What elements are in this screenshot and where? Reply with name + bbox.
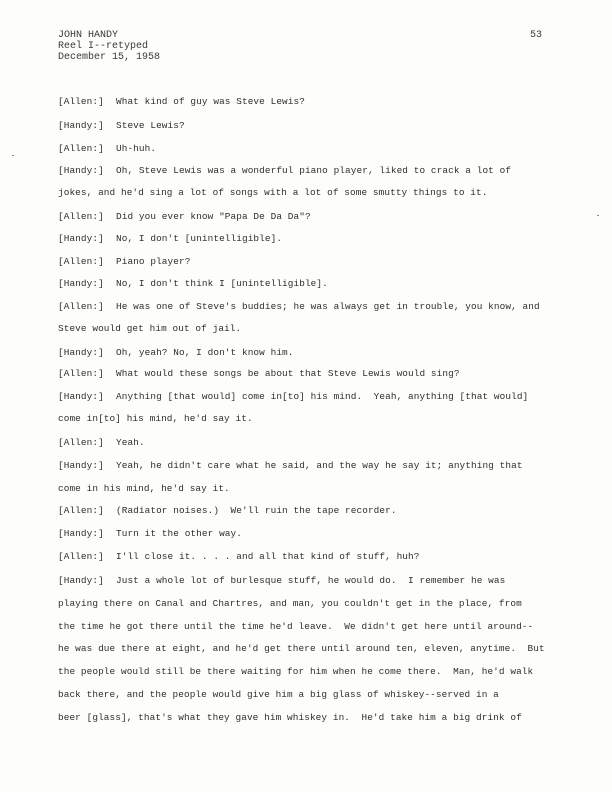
interviewee-name: JOHN HANDY [58,30,119,41]
speaker-label: [Handy:] [58,391,104,402]
speech-text: Oh, Steve Lewis was a wonderful piano player, liked to crack a lot of [116,165,512,176]
scan-speck [12,155,14,156]
speaker-label: [Allen:] [58,211,104,222]
speaker-label: [Allen:] [58,505,104,516]
speech-text: Turn it the other way. [116,528,242,539]
speaker-label: [Handy:] [58,575,104,586]
speech-text: What kind of guy was Steve Lewis? [116,96,305,107]
speech-text: No, I don't think I [unintelligible]. [116,278,328,289]
speech-text-continued: come in his mind, he'd say it. [58,483,230,494]
speech-text: Yeah. [116,437,145,448]
speaker-label: [Handy:] [58,165,104,176]
speaker-label: [Allen:] [58,368,104,379]
speech-text-continued: Steve would get him out of jail. [58,323,242,334]
speaker-label: [Handy:] [58,233,104,244]
speech-text: Did you ever know "Papa De Da Da"? [116,211,311,222]
speaker-label: [Allen:] [58,256,104,267]
scan-speck [597,215,599,216]
speaker-label: [Handy:] [58,347,104,358]
speaker-label: [Allen:] [58,96,104,107]
speech-text: Anything [that would] come in[to] his mind. Yeah, anything [that would] [116,391,529,402]
speech-text: Steve Lewis? [116,120,185,131]
speech-text: (Radiator noises.) We'll ruin the tape recorder. [116,505,397,516]
speech-text-continued: back there, and the people would give him a big glass of whiskey--served in a [58,689,499,700]
speech-text: Yeah, he didn't care what he said, and the way he say it; anything that [116,460,523,471]
speaker-label: [Allen:] [58,437,104,448]
speech-text: Oh, yeah? No, I don't know him. [116,347,294,358]
speaker-label: [Allen:] [58,301,104,312]
speech-text-continued: come in[to] his mind, he'd say it. [58,413,253,424]
speech-text-continued: playing there on Canal and Chartres, and man, you couldn't get in the place, from [58,598,522,609]
speech-text: I'll close it. . . . and all that kind of stuff, huh? [116,551,420,562]
speech-text: He was one of Steve's buddies; he was always get in trouble, you know, and [116,301,540,312]
speech-text: Uh-huh. [116,143,157,154]
speaker-label: [Handy:] [58,278,104,289]
speech-text: Just a whole lot of burlesque stuff, he would do. I remember he was [116,575,506,586]
speaker-label: [Allen:] [58,551,104,562]
speech-text-continued: the people would still be there waiting for him when he come there. Man, he'd walk [58,666,534,677]
speech-text-continued: jokes, and he'd sing a lot of songs with a lot of some smutty things to it. [58,187,488,198]
speaker-label: [Allen:] [58,143,104,154]
page-number: 53 [530,30,543,41]
interview-date: December 15, 1958 [58,52,161,63]
speech-text: What would these songs be about that Steve Lewis would sing? [116,368,460,379]
speaker-label: [Handy:] [58,120,104,131]
speech-text-continued: the time he got there until the time he'd leave. We didn't get here until around-- [58,621,534,632]
speech-text-continued: he was due there at eight, and he'd get there until around ten, eleven, anytime. But [58,643,545,654]
speech-text: No, I don't [unintelligible]. [116,233,283,244]
speech-text: Piano player? [116,256,191,267]
speech-text-continued: beer [glass], that's what they gave him whiskey in. He'd take him a big drink of [58,712,522,723]
reel-label: Reel I--retyped [58,41,149,52]
speaker-label: [Handy:] [58,528,104,539]
speaker-label: [Handy:] [58,460,104,471]
